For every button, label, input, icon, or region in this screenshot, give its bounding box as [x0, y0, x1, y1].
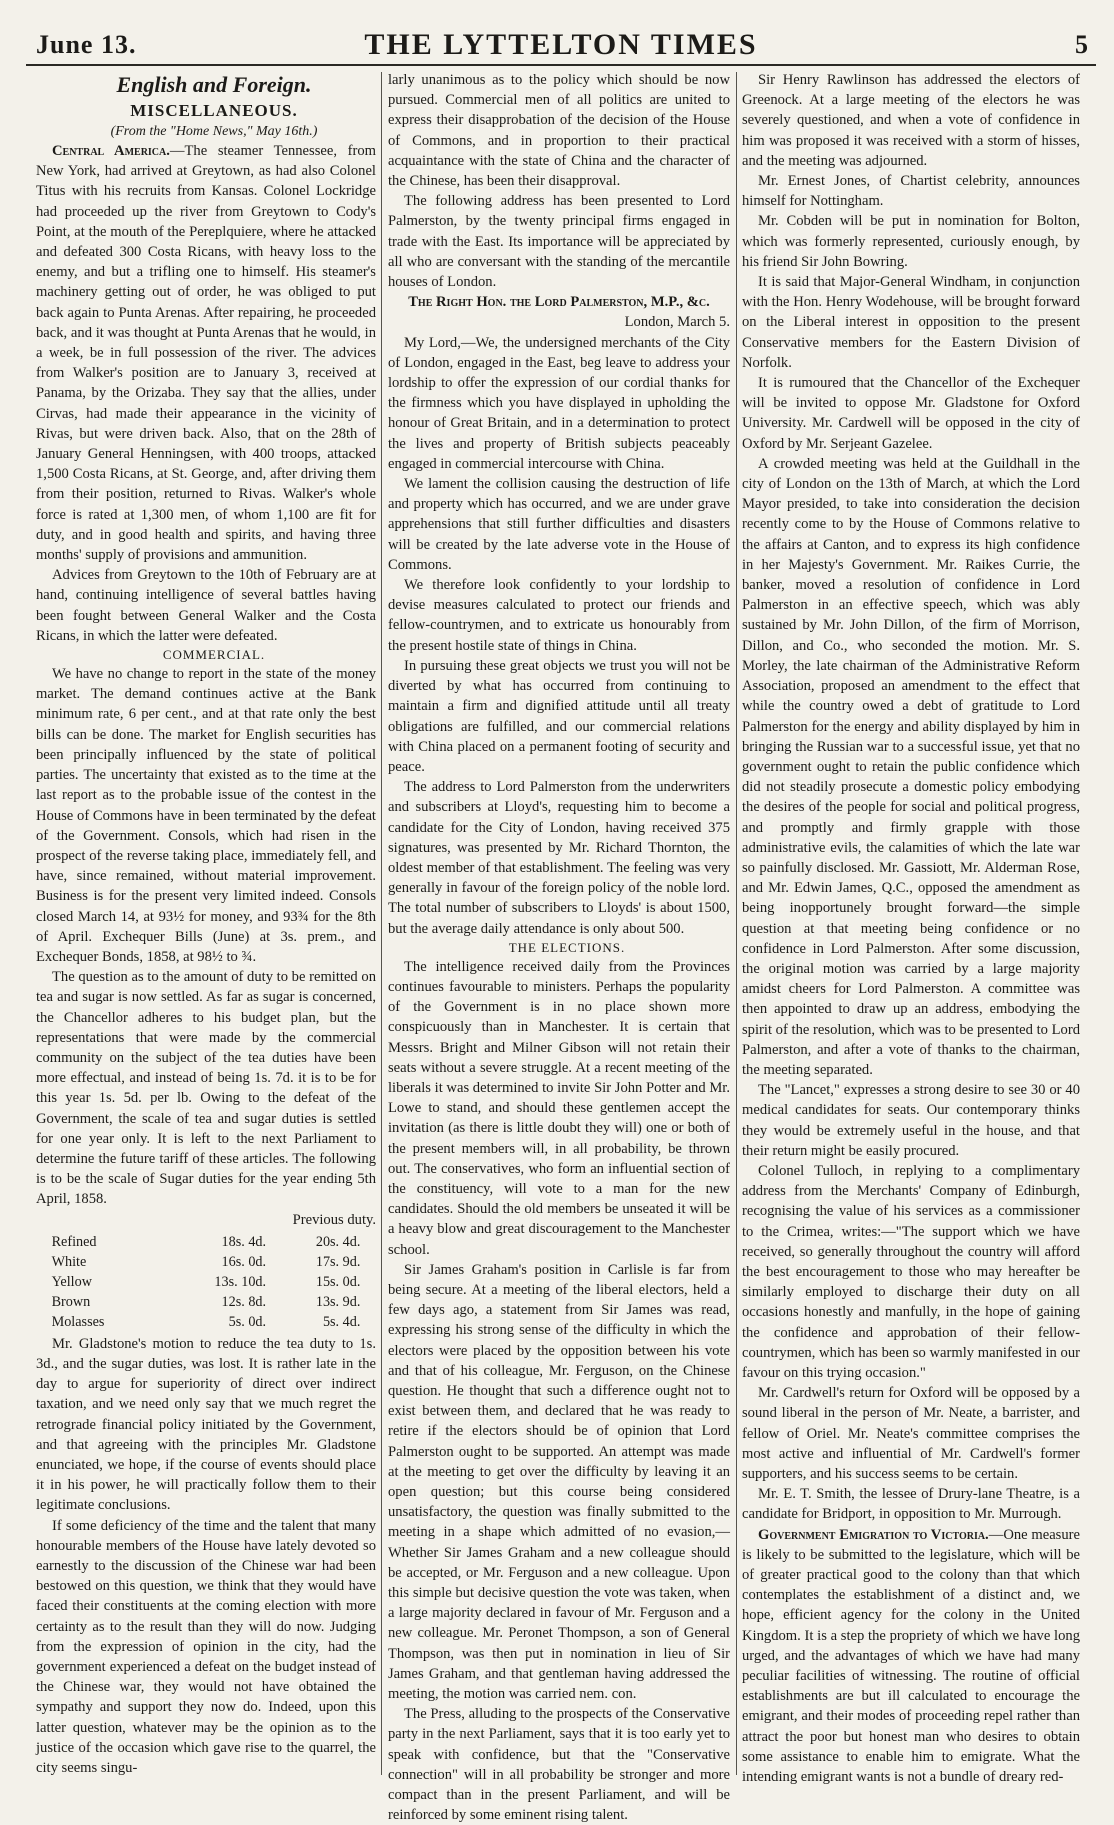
article-gladstone: Mr. Gladstone's motion to reduce the tea duty to 1s. 3d., and the sugar duties, was lost. It is rather late in the day to argue for superiority of direct over indirect taxation, and we need only say that we much regret the retrograde financial policy initiated by the Government, and that agreeing with the principles Mr. Gladstone enunciated, we hope, if the course of events should place it in his power, he will practically follow them to their legitimate conclusions.	[36, 1335, 376, 1514]
price-cell-now: 12s. 8d.	[221, 1293, 267, 1310]
issue-date: June 13.	[36, 30, 137, 59]
price-cell-name: Molasses	[51, 1313, 105, 1330]
sugar-duties-table	[50, 1232, 363, 1332]
article-tulloch: Colonel Tulloch, in replying to a complimentary address from the Merchants' Company of Edinburgh, recognising the value of his services as a commissioner to the Crimea, writes:—"The support which we have received, so generally throughout the country will afford the best encouragement to those who may hereafter be similarly employed to discharge their duty on all occasions honestly and manfully, in the hope of gaining the confidence and approbation of their fellow-countrymen, which has been so warmly manifested in our favour on this trying occasion."	[742, 1162, 1080, 1381]
newspaper-title: THE LYTTELTON TIMES	[364, 28, 758, 61]
article-lancet: The "Lancet," expresses a strong desire to see 30 or 40 medical candidates for seats. Our contemporary thinks they would be extremely useful in the house, and that their return might be easily procured.	[742, 1082, 1080, 1159]
price-cell-prev: 17s. 9d.	[315, 1253, 361, 1270]
article-cardwell: Mr. Cardwell's return for Oxford will be opposed by a sound liberal in the person of Mr. Neate, a barrister, and fellow of Oriel. Mr. Neate's committee comprises the most active and influential of Mr. Cardwell's former supporters, and his success seems to be certain.	[742, 1385, 1080, 1483]
letter-paragraph: My Lord,—We, the undersigned merchants of the City of London, engaged in the East, beg leave to address your lordship to offer the expression of our cordial thanks for the firmness which you have displayed in upholding the honour of Great Britain, and in a determination to protect the lives and property of British subjects peaceably engaged in commercial intercourse with China.	[388, 334, 730, 472]
column-2	[388, 70, 730, 1824]
article-paragraph: Mr. Cobden will be put in nomination for Bolton, which was formerly represented, curiously enough, by his friend Sir John Bowring.	[742, 213, 1080, 270]
article-paragraph: It is said that Major-General Windham, in conjunction with the Hon. Henry Wodehouse, will be brought forward on the Liberal interest in opposition to the present Conservative members for the Eastern Division of Norfolk.	[742, 274, 1080, 371]
price-row	[50, 1312, 363, 1332]
price-cell-name: Refined	[51, 1233, 97, 1250]
page-number: 5	[1075, 30, 1088, 59]
price-cell-name: Yellow	[51, 1273, 92, 1290]
price-cell-prev: 5s. 4d.	[322, 1313, 361, 1330]
article-emigration	[742, 1525, 1080, 1788]
letter-paragraph: We therefore look confidently to your lordship to devise measures calculated to protect our friends and fellow-countrymen, and to extricate us honourably from the present hostile state of things in China.	[388, 577, 730, 654]
column-rule	[736, 72, 737, 1775]
article-body: —The steamer Tennessee, from New York, had arrived at Greytown, as had also Colonel Titus with his recruits from Kansas. Colonel Lockridge had proceeded up the river from Greytown to Cody's Point, at the mouth of the Pereplquiere, where he attacked and defeated 300 Costa Ricans, with heavy loss to the enemy, and but a trifling one to himself. His steamer's machinery getting out of order, he was obliged to put back again to Punta Arenas. After repairing, he proceeded back, and it was thought at Punta Arenas that he would, in a week, be in full possession of the river. The advices from Walker's position are to January 3, received at Panama, by the Orizaba. They say that the allies, under Cirvas, had made their appearance in the vicinity of Rivas, but were driven back. Also, that on the 28th of January General Henningsen, with 400 troops, attacked 1,500 Costa Ricans, at St. George, and, after driving them from their position, returned to Rivas. Walker's whole force is rated at 1,300 men, of whom 1,100 are fit for duty, and in good health and spirits, and having three months' supply of provisions and ammunition.	[36, 143, 376, 564]
article-elections: The intelligence received daily from the Provinces continues favourable to ministers. Perhaps the popularity of the Government is in no place shown more conspicuously than in Manchester. It is certain that Messrs. Bright and Milner Gibson will not retain their seats without a severe struggle. At a recent meeting of the liberals it was determined to invite Sir John Potter and Mr. Lowe to stand, and should these gentlemen accept the invitation (as there is little doubt they will) one or both of the present members will, in all probability, be thrown out. The conservatives, who form an influential section of the constituency, will vote to a man for the new candidates. Should the old members be unseated it will be a heavy blow and great discouragement to the Manchester school.	[388, 958, 730, 1258]
letter-dateline: London, March 5.	[624, 314, 730, 331]
subheading-commercial: COMMERCIAL.	[162, 647, 266, 663]
column-1	[36, 70, 376, 1777]
section-heading: English and Foreign.	[116, 72, 312, 97]
article-body: —One measure is likely to be submitted to the legislature, which will be of greater practical good to the colony than that which contemplates the establishment of a distinct and, we hope, efficient agency for the colony in the United Kingdom. It is a step the propriety of which we have long urged, and the advantages of which we have had many peculiar facilities of witnessing. The routine of official establishments are but ill calculated to encourage the emigrant, and their modes of proceeding repel rather than attract the poor but honest man who desires to obtain some assistance to enable him to emigrate. What the intending emigrant wants is not a bundle of dreary red-	[742, 1526, 1080, 1786]
masthead-rule	[26, 64, 1096, 66]
price-cell-now: 18s. 4d.	[221, 1233, 267, 1250]
price-cell-name: Brown	[51, 1293, 91, 1310]
price-cell-now: 13s. 10d.	[214, 1273, 267, 1290]
article-greytown: Advices from Greytown to the 10th of February are at hand, continuing intelligence of several battles having been fought between General Walker and the Costa Ricans, in which the latter were defeated.	[36, 567, 376, 644]
price-cell-prev: 20s. 4d.	[315, 1233, 361, 1250]
subheading-miscellaneous: MISCELLANEOUS.	[130, 101, 298, 120]
price-row	[50, 1252, 363, 1272]
article-continued: larly unanimous as to the policy which should be now pursued. Commercial men of all politics are united to express their disapprobation of the decision of the House of Commons, and in proportion to their practical acquaintance with the state of China and the character of the Chinese, has been their disapproval.	[388, 72, 730, 190]
article-paragraph: Sir Henry Rawlinson has addressed the electors of Greenock. At a large meeting of the electors he was severely questioned, and when a vote of confidence in him was proposed it was received with a storm of hisses, and the meeting was adjourned.	[742, 72, 1080, 169]
price-cell-now: 5s. 0d.	[228, 1313, 267, 1330]
source-line: (From the "Home News," May 16th.)	[110, 124, 318, 139]
price-cell-name: White	[51, 1253, 87, 1270]
article-commercial-1: We have no change to report in the state of the money market. The demand continues active at the Bank minimum rate, 6 per cent., and at that rate only the best bills can be done. The market for English securities has been principally influenced by the state of political parties. The uncertainty that existed as to the time at the last report as to the probable issue of the contest in the House of Commons have in been terminated by the defeat of the Government. Consols, which had risen in the prospect of the reverse taking place, immediately fell, and have, since remained, without material improvement. Business is for the present very limited indeed. Consols closed March 14, at 93½ for money, and 93¾ for the 8th of April. Exchequer Bills (June) at 3s. prem., and Exchequer Bonds, 1858, at 98½ to ¾.	[36, 666, 376, 965]
article-lloyds: The address to Lord Palmerston from the underwriters and subscribers at Lloyd's, requesting him to become a candidate for the City of London, having received 375 signatures, was presented by Mr. Richard Thornton, the oldest member of that establishment. The feeling was very generally in favour of the foreign policy of the noble lord. The total number of subscribers to Lloyds' is about 1500, but the average daily attendance is only about 500.	[388, 779, 730, 937]
letter-addressee: The Right Hon. the Lord Palmerston, M.P., &c.	[408, 294, 710, 311]
article-time-and-talent: If some deficiency of the time and the talent that many honourable members of the House have lately devoted so earnestly to the discussion of the Chinese war had been bestowed on this question, we think that they would have faced their constituents at the coming election with more certainty as to the result than they will do now. Judging from the expression of opinion in the city, had the government experienced a defeat on the budget instead of the Chinese war, they would not have obtained the sympathy and support they now do. Indeed, upon this latter question, whatever may be the opinion as to the justice of the occasion which gave rise to the quarrel, the city seems singu-	[36, 1517, 376, 1777]
article-commercial-2: The question as to the amount of duty to be remitted on tea and sugar is now settled. As far as sugar is concerned, the Chancellor adheres to his budget plan, but the representations that were made by the commercial community on the subject of the tea duties have been more effectual, and instead of being 1s. 7d. it is to be for this year 1s. 5d. per lb. Owing to the defeat of the Government, the scale of tea and sugar duties is settled for one year only. It is left to the next Parliament to determine the future tariff of these articles. The following is to be the scale of Sugar duties for the year ending 5th April, 1858.	[36, 969, 376, 1208]
article-central-america	[36, 141, 376, 565]
prices-header: Previous duty.	[292, 1211, 376, 1228]
masthead	[26, 24, 1096, 64]
article-press: The Press, alluding to the prospects of the Conservative party in the next Parliament, says that it is too early yet to speak with confidence, but that the "Conservative connection" will in all probability be stronger and more compact than in the present Parliament, and will be reinforced by some eminent rising talent.	[388, 1706, 730, 1824]
column-rule	[381, 72, 382, 1775]
article-smith: Mr. E. T. Smith, the lessee of Drury-lane Theatre, is a candidate for Bridport, in opposition to Mr. Murrough.	[742, 1486, 1080, 1523]
article-guildhall: A crowded meeting was held at the Guildhall in the city of London on the 13th of March, at which the Lord Mayor presided, to take into consideration the decision recently come to by the House of Commons relative to the affairs at Canton, and to express its high confidence in her Majesty's Government. Mr. Raikes Currie, the banker, moved a resolution of confidence in Lord Palmerston in an effective speech, which was ably sustained by Mr. John Dillon, of the firm of Morrison, Dillon, and Co., who seconded the motion. Mr. S. Morley, the late chairman of the Administrative Reform Association, proposed an amendment to the effect that while the country owed a debt of gratitude to Lord Palmerston for the energy and ability displayed by him in bringing the Russian war to a successful issue, yet that no government ought to retain the public confidence which did not steadily prosecute a domestic policy embodying the desires of the people for social and political progress, and promptly and firmly grapple with those administrative evils, the calamities of which the late war so painfully disclosed. Mr. Gassiott, Mr. Alderman Rose, and Mr. Edwin James, Q.C., opposed the amendment as being inopportunely brought forward—the simple question at that meeting being confidence or no confidence in Lord Palmerston. After some discussion, the original motion was carried by a large majority amidst cheers for Lord Palmerston. A committee was then appointed to draw up an address, embodying the spirit of the resolution, which was to be presented to Lord Palmerston, and after a vote of thanks to the chairman, the meeting separated.	[742, 455, 1080, 1078]
column-3	[742, 70, 1080, 1786]
price-cell-now: 16s. 0d.	[221, 1253, 267, 1270]
article-graham: Sir James Graham's position in Carlisle is far from being secure. At a meeting of the liberal electors, held a few days ago, a statement from Sir James was read, expressing his strong sense of the difficulty in which the electors were placed by the opposition between his vote and that of his colleague, Mr. Ferguson, on the Chinese question. He thought that such a difference ought not to exist between them, and declared that he was ready to retire if the electors should be of opinion that Lord Palmerston ought to be supported. An attempt was made at the meeting to get over the difficulty by leaving it an open question; but this course being considered unsatisfactory, the question was finally submitted to the meeting in a shape which admitted of no evasion,—Whether Sir James Graham and a new colleague should be accepted, or Mr. Ferguson and a new colleague. Upon this simple but decisive question the vote was taken, when a large majority declared in favour of Mr. Ferguson and a new colleague. Mr. Peronet Thompson, a son of General Thompson, was then put in nomination in lieu of Sir James Graham, and that gentleman having addressed the meeting, the motion was carried nem. con.	[388, 1261, 730, 1703]
article-paragraph: Mr. Ernest Jones, of Chartist celebrity, announces himself for Nottingham.	[742, 173, 1080, 210]
price-row	[50, 1232, 363, 1252]
run-in-title: Central America.	[52, 143, 170, 159]
price-row	[50, 1272, 363, 1292]
price-cell-prev: 13s. 9d.	[315, 1293, 361, 1310]
letter-paragraph: We lament the collision causing the destruction of life and property which has occurred, and we are under grave apprehensions that still further difficulties and disasters will be created by the late adverse vote in the House of Commons.	[388, 476, 730, 573]
article-address-intro: The following address has been presented to Lord Palmerston, by the twenty principal firms engaged in trade with the East. Its importance will be appreciated by all who are conversant with the standing of the mercantile houses of London.	[388, 193, 730, 291]
subheading-elections: THE ELECTIONS.	[508, 939, 626, 955]
price-cell-prev: 15s. 0d.	[315, 1273, 361, 1290]
price-row	[50, 1292, 363, 1312]
letter-paragraph: In pursuing these great objects we trust you will not be diverted by what has occurred from continuing to maintain a firm and dignified attitude until all treaty obligations are fulfilled, and our commercial relations with China placed on a permanent footing of security and peace.	[388, 657, 730, 775]
article-paragraph: It is rumoured that the Chancellor of the Exchequer will be invited to oppose Mr. Gladstone for Oxford University. Mr. Cardwell will be opposed in the city of Oxford by Mr. Serjeant Gazelee.	[742, 375, 1080, 452]
run-in-title: Government Emigration to Victoria.	[758, 1526, 989, 1543]
